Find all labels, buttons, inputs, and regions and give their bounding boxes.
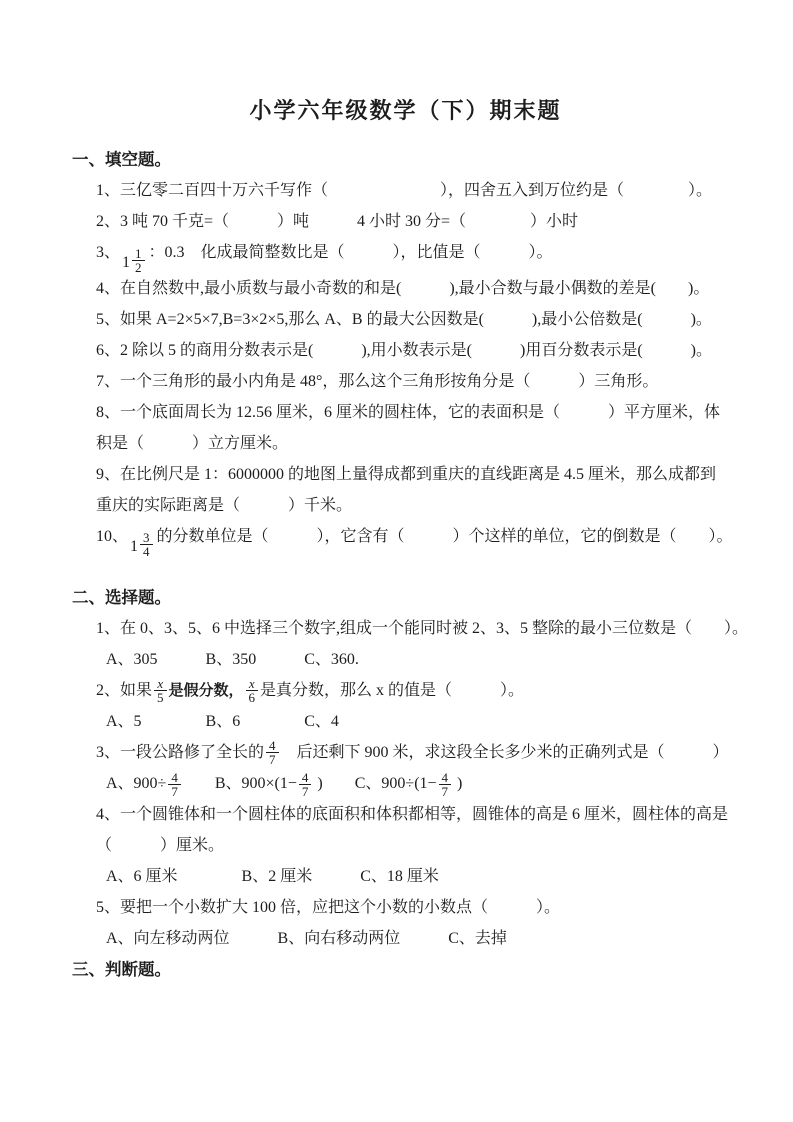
- question-text: B、900×(1−: [182, 775, 297, 792]
- question-line: [72, 273, 739, 304]
- question-text: 是真分数，那么 x 的值是（ ）。: [260, 682, 525, 699]
- question-text: 2、3 吨 70 千克=（ ）吨 4 小时 30 分=（ ）小时: [96, 213, 579, 230]
- question-line: [72, 675, 739, 706]
- question-text: A、向左移动两位 B、向右移动两位 C、去掉: [106, 930, 507, 947]
- question-text: 6、2 除以 5 的商用分数表示是( ),用小数表示是( )用百分数表示是( )。: [96, 342, 712, 359]
- section-true-false: [72, 954, 739, 985]
- section-heading: 二、选择题。: [72, 588, 171, 607]
- question-text: 10、: [96, 528, 129, 545]
- option-line: [72, 768, 739, 799]
- question-text: 4、一个圆锥体和一个圆柱体的底面积和体积都相等，圆锥体的高是 6 厘米，圆柱体的高是: [96, 806, 729, 823]
- question-text: 9、在比例尺是 1：6000000 的地图上量得成都到重庆的直线距离是 4.5 厘米，那么成都到: [96, 466, 717, 483]
- question-text: 7、一个三角形的最小内角是 48°，那么这个三角形按角分是（ ）三角形。: [96, 373, 659, 390]
- question-text: A、305 B、350 C、360.: [106, 651, 359, 668]
- section-heading: 三、判断题。: [72, 960, 171, 979]
- section-heading: 一、填空题。: [72, 150, 171, 169]
- mixed-number: 1 $\frac{1}{2}$: [122, 249, 147, 273]
- page-title: 小学六年级数学（下）期末题: [249, 98, 562, 123]
- question-text: 1、三亿零二百四十万六千写作（ ），四舍五入到万位约是（ ）。: [96, 182, 713, 199]
- fraction: $\frac{4}{7}$: [266, 739, 279, 755]
- question-line: [72, 613, 749, 644]
- question-line: [72, 521, 739, 557]
- question-line: [72, 459, 739, 490]
- section-lines: [72, 613, 749, 954]
- question-text: 4、在自然数中,最小质数与最小奇数的和是( ),最小合数与最小偶数的差是( )。: [96, 280, 710, 297]
- section-lines: [72, 175, 739, 557]
- question-text: 3、: [96, 244, 121, 261]
- fraction: $\frac{3}{4}$: [140, 531, 153, 558]
- fraction: $\frac{1}{2}$: [132, 247, 145, 274]
- question-line: [72, 397, 739, 428]
- question-line: [72, 799, 739, 830]
- continuation-line: [72, 428, 739, 459]
- fraction: $\frac{4}{7}$: [168, 771, 181, 798]
- question-text: 2、如果: [96, 682, 153, 699]
- continuation-line: [72, 830, 739, 861]
- mixed-number: 1 $\frac{3}{4}$: [130, 533, 155, 557]
- fraction: $\frac{4}{7}$: [299, 771, 312, 798]
- option-line: [72, 861, 739, 892]
- fraction: $\frac{x}{6}$: [246, 677, 259, 693]
- option-line: [72, 923, 739, 954]
- question-line: [72, 206, 739, 237]
- question-text: 1、在 0、3、5、6 中选择三个数字,组成一个能同时被 2、3、5 整除的最小三位数是（ ）。: [96, 620, 749, 637]
- question-line: [72, 304, 739, 335]
- option-line: [72, 706, 739, 737]
- question-text: 重庆的实际距离是（ ）千米。: [96, 497, 353, 514]
- question-text: 后还剩下 900 米，求这段全长多少米的正确列式是（ ）: [280, 744, 729, 761]
- question-text: ：0.3 化成最简整数比是（ ），比值是（ ）。: [148, 244, 553, 261]
- question-text: ) C、900÷(1−: [313, 775, 437, 792]
- question-text: 5、如果 A=2×5×7,B=3×2×5,那么 A、B 的最大公因数是( ),最小公倍数是( )。: [96, 311, 712, 328]
- question-text: A、6 厘米 B、2 厘米 C、18 厘米: [106, 868, 439, 885]
- question-text: 积是（ ）立方厘米。: [96, 435, 289, 452]
- question-line: [72, 237, 739, 273]
- question-text: 8、一个底面周长为 12.56 厘米，6 厘米的圆柱体，它的表面积是（ ）平方厘米，体: [96, 404, 721, 421]
- question-text: A、5 B、6 C、4: [106, 713, 339, 730]
- question-text: （ ）厘米。: [96, 837, 225, 854]
- question-line: [72, 892, 739, 923]
- question-text: 3、一段公路修了全长的: [96, 744, 265, 761]
- section-fill-blanks: [72, 144, 739, 557]
- question-line: [72, 737, 739, 768]
- fraction: $\frac{x}{5}$: [154, 677, 167, 693]
- continuation-line: [72, 490, 739, 521]
- option-line: [72, 644, 739, 675]
- question-text: 的分数单位是（ ），它含有（ ）个这样的单位，它的倒数是（ ）。: [156, 528, 733, 545]
- question-line: [72, 335, 739, 366]
- fraction: $\frac{4}{7}$: [439, 771, 452, 798]
- section-multiple-choice: [72, 582, 749, 954]
- question-text: 5、要把一个小数扩大 100 倍，应把这个小数的小数点（ ）。: [96, 899, 561, 916]
- question-text: ): [453, 775, 463, 792]
- question-line: [72, 366, 739, 397]
- question-line: [72, 175, 739, 206]
- emphasized-text: 是假分数，: [168, 682, 244, 699]
- question-text: A、900÷: [106, 775, 167, 792]
